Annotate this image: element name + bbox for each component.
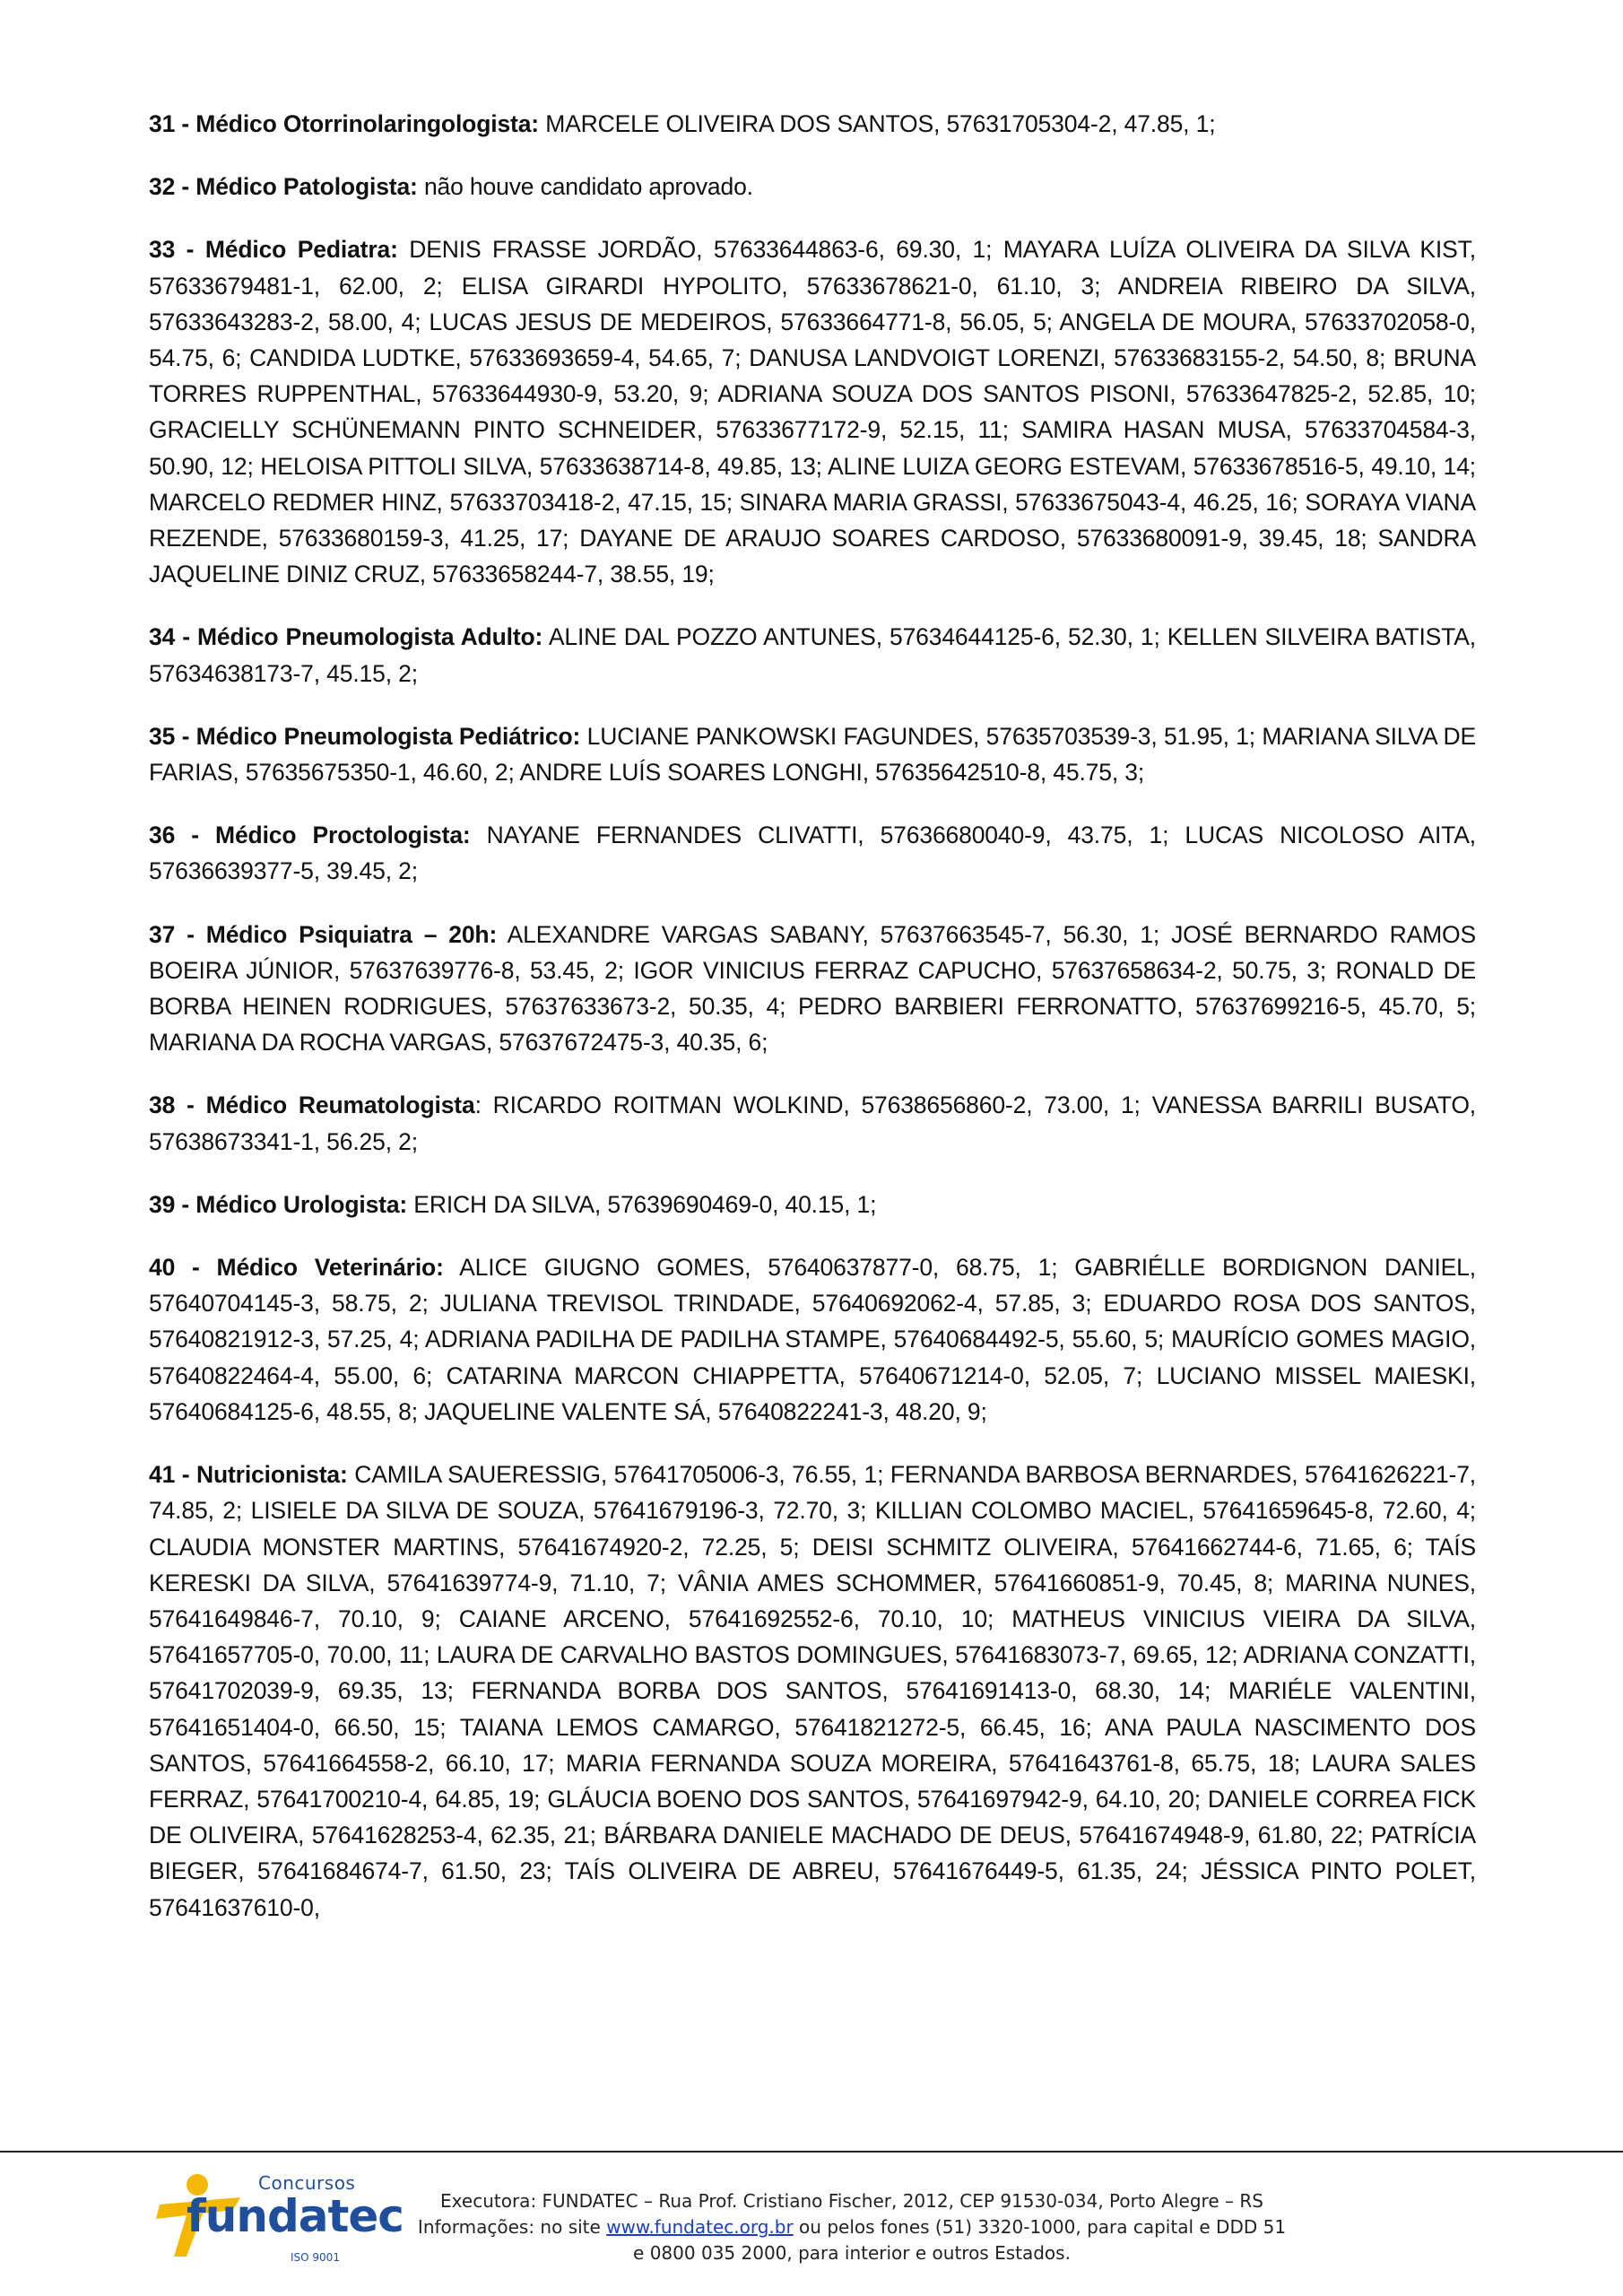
footer-line-1: Executora: FUNDATEC – Rua Prof. Cristiano Fischer, 2012, CEP 91530-034, Porto Alegre – RS	[440, 2190, 1263, 2212]
entry-label: 37 - Médico Psiquiatra – 20h:	[149, 920, 498, 948]
entry-32	[149, 169, 1476, 204]
entry-40	[149, 1249, 1476, 1430]
entry-39	[149, 1187, 1476, 1222]
fundatec-logo	[151, 2170, 404, 2269]
website-link[interactable]: www.fundatec.org.br	[606, 2216, 794, 2238]
entry-text: MARCELE OLIVEIRA DOS SANTOS, 57631705304-2, 47.85, 1;	[538, 110, 1216, 137]
entry-label: 40 - Médico Veterinário:	[149, 1254, 444, 1282]
entry-text: LUCIANE PANKOWSKI FAGUNDES, 57635703539-3, 51.95, 1; MARIANA SILVA DE FARIAS, 57635675350-1, 46.60, 2; ANDRE LUÍS SOARES LONGHI, 57635642510-8, 45.75, 3;	[149, 722, 1476, 787]
entry-text: não houve candidato aprovado.	[417, 173, 753, 201]
footer-line-2-suffix: ou pelos fones (51) 3320-1000, para capital e DDD 51	[793, 2216, 1287, 2238]
entry-36	[149, 817, 1476, 889]
entry-label: 34 - Médico Pneumologista Adulto:	[149, 623, 543, 651]
logo-concursos-text: Concursos	[258, 2172, 356, 2194]
entry-text: ERICH DA SILVA, 57639690469-0, 40.15, 1;	[407, 1190, 877, 1218]
entry-label: 38 - Médico Reumatologista	[149, 1091, 475, 1119]
entry-label: 32 - Médico Patologista:	[149, 173, 418, 201]
entry-34	[149, 619, 1476, 691]
footer-line-2	[377, 2214, 1327, 2240]
entry-text: ALINE DAL POZZO ANTUNES, 57634644125-6, 52.30, 1; KELLEN SILVEIRA BATISTA, 57634638173-7, 45.15, 2;	[149, 623, 1476, 687]
footer-contact	[377, 2188, 1327, 2266]
entry-text: NAYANE FERNANDES CLIVATTI, 57636680040-9, 43.75, 1; LUCAS NICOLOSO AITA, 57636639377-5, 39.45, 2;	[149, 822, 1476, 885]
footer-line-3: e 0800 035 2000, para interior e outros Estados.	[633, 2242, 1071, 2264]
entry-text: DENIS FRASSE JORDÃO, 57633644863-6, 69.30, 1; MAYARA LUÍZA OLIVEIRA DA SILVA KIST, 57633679481-1, 62.00, 2; ELISA GIRARDI HYPOLITO, 57633678621-0, 61.10, 3; ANDREIA RIBEIRO DA SILVA, 57633643283-2, 58.00, 4; LUCAS JESUS DE MEDEIROS, 57633664771-8, 56.05, 5; ANGELA DE MOURA, 57633702058-0, 54.75, 6; CANDIDA LUDTKE, 57633693659-4, 54.65, 7; DANUSA LANDVOIGT LORENZI, 57633683155-2, 54.50, 8; BRUNA TORRES RUPPENTHAL, 57633644930-9, 53.20, 9; ADRIANA SOUZA DOS SANTOS PISONI, 57633647825-2, 52.85, 10; GRACIELLY SCHÜNEMANN PINTO SCHNEIDER, 57633677172-9, 52.15, 11; SAMIRA HASAN MUSA, 57633704584-3, 50.90, 12; HELOISA PITTOLI SILVA, 57633638714-8, 49.85, 13; ALINE LUIZA GEORG ESTEVAM, 57633678516-5, 49.10, 14; MARCELO REDMER HINZ, 57633703418-2, 47.15, 15; SINARA MARIA GRASSI, 57633675043-4, 46.25, 16; SORAYA VIANA REZENDE, 57633680159-3, 41.25, 17; DAYANE DE ARAUJO SOARES CARDOSO, 57633680091-9, 39.45, 18; SANDRA JAQUELINE DINIZ CRUZ, 57633658244-7, 38.55, 19;	[149, 236, 1476, 588]
entry-text: : RICARDO ROITMAN WOLKIND, 57638656860-2, 73.00, 1; VANESSA BARRILI BUSATO, 57638673341-1, 56.25, 2;	[149, 1091, 1476, 1155]
logo-wordmark: fundatec	[187, 2190, 404, 2242]
entry-label: 31 - Médico Otorrinolaringologista:	[149, 110, 539, 137]
entry-35	[149, 718, 1476, 790]
entry-31	[149, 106, 1476, 142]
entry-37	[149, 917, 1476, 1061]
entry-label: 41 - Nutricionista:	[149, 1461, 348, 1489]
entry-label: 35 - Médico Pneumologista Pediátrico:	[149, 722, 581, 750]
entry-label: 33 - Médico Pediatra:	[149, 236, 398, 264]
entry-text: ALEXANDRE VARGAS SABANY, 57637663545-7, 56.30, 1; JOSÉ BERNARDO RAMOS BOEIRA JÚNIOR, 57637639776-8, 53.45, 2; IGOR VINICIUS FERRAZ CAPUCHO, 57637658634-2, 50.75, 3; RONALD DE BORBA HEINEN RODRIGUES, 57637633673-2, 50.35, 4; PEDRO BARBIERI FERRONATTO, 57637699216-5, 45.70, 5; MARIANA DA ROCHA VARGAS, 57637672475-3, 40.35, 6;	[149, 920, 1477, 1057]
footer-line-2-prefix: Informações: no site	[417, 2216, 607, 2238]
footer-divider	[0, 2151, 1623, 2152]
entry-text: CAMILA SAUERESSIG, 57641705006-3, 76.55, 1; FERNANDA BARBOSA BERNARDES, 57641626221-7, 74.85, 2; LISIELE DA SILVA DE SOUZA, 57641679196-3, 72.70, 3; KILLIAN COLOMBO MACIEL, 57641659645-8, 72.60, 4; CLAUDIA MONSTER MARTINS, 57641674920-2, 72.25, 5; DEISI SCHMITZ OLIVEIRA, 57641662744-6, 71.65, 6; TAÍS KERESKI DA SILVA, 57641639774-9, 71.10, 7; VÂNIA AMES SCHOMMER, 57641660851-9, 70.45, 8; MARINA NUNES, 57641649846-7, 70.10, 9; CAIANE ARCENO, 57641692552-6, 70.10, 10; MATHEUS VINICIUS VIEIRA DA SILVA, 57641657705-0, 70.00, 11; LAURA DE CARVALHO BASTOS DOMINGUES, 57641683073-7, 69.65, 12; ADRIANA CONZATTI, 57641702039-9, 69.35, 13; FERNANDA BORBA DOS SANTOS, 57641691413-0, 68.30, 14; MARIÉLE VALENTINI, 57641651404-0, 66.50, 15; TAIANA LEMOS CAMARGO, 57641821272-5, 66.45, 16; ANA PAULA NASCIMENTO DOS SANTOS, 57641664558-2, 66.10, 17; MARIA FERNANDA SOUZA MOREIRA, 57641643761-8, 65.75, 18; LAURA SALES FERRAZ, 57641700210-4, 64.85, 19; GLÁUCIA BOENO DOS SANTOS, 57641697942-9, 64.10, 20; DANIELE CORREA FICK DE OLIVEIRA, 57641628253-4, 62.35, 21; BÁRBARA DANIELE MACHADO DE DEUS, 57641674948-9, 61.80, 22; PATRÍCIA BIEGER, 57641684674-7, 61.50, 23; TAÍS OLIVEIRA DE ABREU, 57641676449-5, 61.35, 24; JÉSSICA PINTO POLET, 57641637610-0,	[149, 1461, 1477, 1921]
document-body	[149, 106, 1476, 1952]
entry-text: ALICE GIUGNO GOMES, 57640637877-0, 68.75, 1; GABRIÉLLE BORDIGNON DANIEL, 57640704145-3, 58.75, 2; JULIANA TREVISOL TRINDADE, 57640692062-4, 57.85, 3; EDUARDO ROSA DOS SANTOS, 57640821912-3, 57.25, 4; ADRIANA PADILHA DE PADILHA STAMPE, 57640684492-5, 55.60, 5; MAURÍCIO GOMES MAGIO, 57640822464-4, 55.00, 6; CATARINA MARCON CHIAPPETTA, 57640671214-0, 52.05, 7; LUCIANO MISSEL MAIESKI, 57640684125-6, 48.55, 8; JAQUELINE VALENTE SÁ, 57640822241-3, 48.20, 9;	[149, 1254, 1476, 1425]
entry-label: 36 - Médico Proctologista:	[149, 822, 471, 849]
entry-41	[149, 1457, 1476, 1926]
logo-iso-text: ISO 9001	[291, 2251, 340, 2264]
entry-label: 39 - Médico Urologista:	[149, 1190, 408, 1218]
entry-38	[149, 1087, 1476, 1159]
entry-33	[149, 231, 1476, 592]
